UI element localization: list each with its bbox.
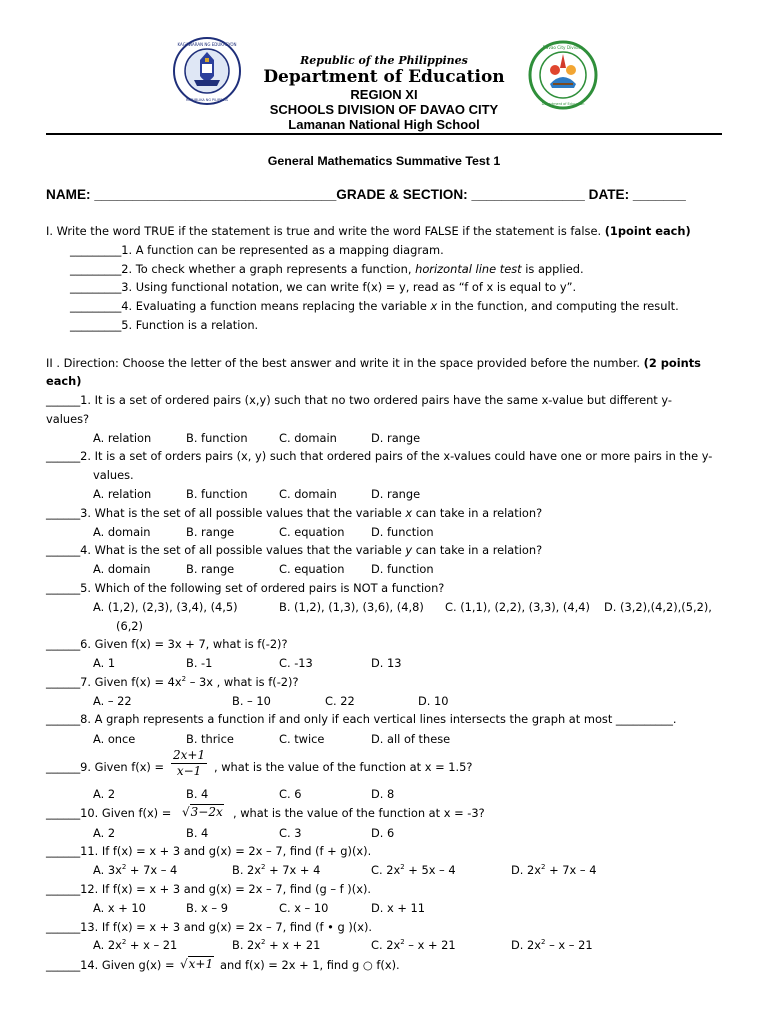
name-grade-date-line: NAME: ________________________________GRADE & SECTION: _______________ DATE: _______ bbox=[46, 187, 686, 202]
q9-pre: ______9. Given f(x) = bbox=[46, 760, 165, 774]
q10-option-b: B. 4 bbox=[186, 826, 209, 840]
q3-post: can take in a relation? bbox=[415, 506, 543, 520]
q11-option-b-base: B. 2x bbox=[232, 863, 262, 877]
tf-item-2-pre: _________2. To check whether a graph represents a function, bbox=[70, 262, 412, 276]
q7-pre: ______7. Given f(x) = 4x bbox=[46, 675, 182, 689]
q4-em: y bbox=[405, 543, 413, 557]
q8-line: ______8. A graph represents a function if and only if each vertical lines intersects the graph at most __________. bbox=[46, 712, 677, 726]
region-heading: REGION XI bbox=[350, 87, 418, 102]
part1-instruction-text: I. Write the word TRUE if the statement is true and write the word FALSE if the statement is false. bbox=[46, 224, 602, 238]
q3-em: x bbox=[405, 506, 413, 520]
q9-option-b: B. 4 bbox=[186, 787, 209, 801]
q9-post: , what is the value of the function at x = 1.5? bbox=[214, 760, 473, 774]
q11-option-d-base: D. 2x bbox=[511, 863, 542, 877]
q11-line: ______11. If f(x) = x + 3 and g(x) = 2x – 7, find (f + g)(x). bbox=[46, 844, 372, 858]
q7-option-b: B. – 10 bbox=[232, 694, 271, 708]
q10-radical: √3−2x bbox=[182, 805, 223, 819]
q3-option-c: C. equation bbox=[279, 525, 345, 539]
q11-option-b-exp: 2 bbox=[261, 863, 266, 871]
q4-option-a: A. domain bbox=[93, 562, 151, 576]
q5-line: ______5. Which of the following set of ordered pairs is NOT a function? bbox=[46, 581, 445, 595]
q6-option-c: C. -13 bbox=[279, 656, 313, 670]
part2-points-b: each) bbox=[46, 374, 82, 388]
tf-item-4-post: in the function, and computing the result. bbox=[440, 299, 679, 313]
q3-line bbox=[46, 506, 542, 520]
q7-option-d: D. 10 bbox=[418, 694, 449, 708]
q13-option-b-rest: + x + 21 bbox=[265, 938, 321, 952]
q12-option-c: C. x – 10 bbox=[279, 901, 329, 915]
q1-line-b: values? bbox=[46, 412, 90, 426]
q12-option-d: D. x + 11 bbox=[371, 901, 426, 915]
q10-option-c: C. 3 bbox=[279, 826, 302, 840]
test-title: General Mathematics Summative Test 1 bbox=[267, 154, 501, 168]
q7-option-c: C. 22 bbox=[325, 694, 355, 708]
q5-option-d-continued: (6,2) bbox=[116, 619, 144, 633]
q13-option-b bbox=[232, 938, 320, 952]
part1-instruction bbox=[46, 224, 691, 238]
q9-denominator: x−1 bbox=[176, 764, 202, 778]
q10-pre: ______10. Given f(x) = bbox=[46, 806, 172, 820]
q10-post: , what is the value of the function at x = -3? bbox=[233, 806, 485, 820]
tf-item-2-em: horizontal line test bbox=[415, 262, 522, 276]
q4-option-b: B. range bbox=[186, 562, 235, 576]
q3-option-d: D. function bbox=[371, 525, 434, 539]
q12-line: ______12. If f(x) = x + 3 and g(x) = 2x – 7, find (g – f )(x). bbox=[46, 882, 372, 896]
q11-option-b-rest: + 7x + 4 bbox=[265, 863, 321, 877]
q8-option-c: C. twice bbox=[279, 732, 325, 746]
q11-option-a-rest: + 7x – 4 bbox=[126, 863, 178, 877]
q6-option-d: D. 13 bbox=[371, 656, 402, 670]
q2-option-b: B. function bbox=[186, 487, 248, 501]
q13-option-a-base: A. 2x bbox=[93, 938, 122, 952]
q7-exponent: 2 bbox=[181, 675, 187, 683]
q1-option-b: B. function bbox=[186, 431, 248, 445]
q13-option-a-exp: 2 bbox=[121, 938, 127, 946]
q9-option-d: D. 8 bbox=[371, 787, 395, 801]
q6-option-b: B. -1 bbox=[186, 656, 213, 670]
q11-option-a-base: A. 3x bbox=[93, 863, 122, 877]
division-heading: SCHOOLS DIVISION OF DAVAO CITY bbox=[269, 102, 499, 117]
q10-option-a: A. 2 bbox=[93, 826, 116, 840]
q13-option-c-rest: – x + 21 bbox=[404, 938, 456, 952]
q11-option-a-exp: 2 bbox=[121, 863, 127, 871]
q11-option-c-exp: 2 bbox=[400, 863, 405, 871]
q9-numerator: 2x+1 bbox=[173, 748, 206, 762]
left-seal-ring-text: KAGAWARAN NG EDUKASYON bbox=[177, 42, 237, 47]
q12-option-b: B. x – 9 bbox=[186, 901, 228, 915]
q5-option-d: D. (3,2),(4,2),(5,2), bbox=[604, 600, 712, 614]
q2-option-c: C. domain bbox=[279, 487, 337, 501]
part1-points: (1point each) bbox=[604, 224, 691, 238]
q7-line bbox=[46, 675, 299, 689]
part2-instruction-text: II . Direction: Choose the letter of the best answer and write it in the space provided before the number. bbox=[46, 356, 641, 370]
q3-option-b: B. range bbox=[186, 525, 235, 539]
q14-pre: ______14. Given g(x) = bbox=[46, 958, 175, 972]
q2-option-a: A. relation bbox=[93, 487, 152, 501]
q4-pre: ______4. What is the set of all possible values that the variable bbox=[46, 543, 402, 557]
tf-item-5: _________5. Function is a relation. bbox=[70, 318, 259, 332]
q11-option-d-rest: + 7x – 4 bbox=[545, 863, 597, 877]
part2-points-a: (2 points bbox=[643, 356, 701, 370]
republic-heading: Republic of the Philippines bbox=[300, 54, 468, 67]
tf-item-3: _________3. Using functional notation, we can write f(x) = y, read as “f of x is equal to y”. bbox=[70, 280, 577, 294]
q7-option-a: A. – 22 bbox=[93, 694, 132, 708]
q11-option-d-exp: 2 bbox=[541, 863, 546, 871]
q4-option-c: C. equation bbox=[279, 562, 345, 576]
q13-option-c-base: C. 2x bbox=[371, 938, 401, 952]
q3-pre: ______3. What is the set of all possible values that the variable bbox=[46, 506, 402, 520]
q13-option-a-rest: + x – 21 bbox=[126, 938, 178, 952]
part2-instruction bbox=[46, 356, 701, 370]
q1-line-a: ______1. It is a set of ordered pairs (x,y) such that no two ordered pairs have the same x-value but different y- bbox=[46, 393, 673, 407]
q12-option-a: A. x + 10 bbox=[93, 901, 146, 915]
q13-option-d bbox=[511, 938, 593, 952]
right-seal-ring-text: Davao City Division bbox=[542, 45, 584, 50]
q5-option-c: C. (1,1), (2,2), (3,3), (4,4) bbox=[445, 600, 590, 614]
q13-option-c-exp: 2 bbox=[400, 938, 405, 946]
q1-option-a: A. relation bbox=[93, 431, 152, 445]
q1-option-d: D. range bbox=[371, 431, 421, 445]
q5-option-a: A. (1,2), (2,3), (3,4), (4,5) bbox=[93, 600, 238, 614]
right-seal-bottom-text: Department of Education bbox=[541, 102, 585, 106]
q2-line-a: ______2. It is a set of orders pairs (x, y) such that ordered pairs of the x-values could have one or more pairs in the y- bbox=[46, 449, 713, 463]
q11-option-a bbox=[93, 863, 177, 877]
q8-option-d: D. all of these bbox=[371, 732, 451, 746]
q6-line: ______6. Given f(x) = 3x + 7, what is f(-2)? bbox=[46, 637, 288, 651]
q7-post: – 3x , what is f(-2)? bbox=[186, 675, 299, 689]
q14-radicand: x+1 bbox=[188, 957, 214, 971]
q11-option-b bbox=[232, 863, 320, 877]
q4-line bbox=[46, 543, 542, 557]
tf-item-4-em: x bbox=[430, 299, 438, 313]
q11-option-c-base: C. 2x bbox=[371, 863, 401, 877]
tf-item-1: _________1. A function can be represented as a mapping diagram. bbox=[70, 243, 444, 257]
tf-item-4-pre: _________4. Evaluating a function means replacing the variable bbox=[70, 299, 427, 313]
q6-option-a: A. 1 bbox=[93, 656, 116, 670]
q4-option-d: D. function bbox=[371, 562, 434, 576]
q14-post: and f(x) = 2x + 1, find g ○ f(x). bbox=[220, 958, 400, 972]
q3-option-a: A. domain bbox=[93, 525, 151, 539]
q8-option-a: A. once bbox=[93, 732, 136, 746]
q13-option-d-base: D. 2x bbox=[511, 938, 542, 952]
q5-option-b: B. (1,2), (1,3), (3,6), (4,8) bbox=[279, 600, 424, 614]
q2-option-d: D. range bbox=[371, 487, 421, 501]
q9-option-c: C. 6 bbox=[279, 787, 302, 801]
tf-item-2 bbox=[70, 262, 584, 276]
q14-radical: √x+1 bbox=[180, 957, 214, 971]
q13-option-b-base: B. 2x bbox=[232, 938, 262, 952]
q13-option-d-exp: 2 bbox=[541, 938, 546, 946]
tf-item-4 bbox=[70, 299, 679, 313]
q10-radicand: 3−2x bbox=[190, 805, 223, 819]
q9-fraction bbox=[171, 748, 207, 779]
q13-option-d-rest: – x – 21 bbox=[545, 938, 593, 952]
left-seal-bottom-text: REPUBLIKA NG PILIPINAS bbox=[185, 98, 229, 102]
q4-post: can take in a relation? bbox=[415, 543, 543, 557]
q11-option-d bbox=[511, 863, 596, 877]
q11-option-c-rest: + 5x – 4 bbox=[404, 863, 456, 877]
school-heading: Lamanan National High School bbox=[288, 117, 480, 132]
q13-option-c bbox=[371, 938, 456, 952]
q11-option-c bbox=[371, 863, 456, 877]
q13-option-b-exp: 2 bbox=[261, 938, 266, 946]
q9-option-a: A. 2 bbox=[93, 787, 116, 801]
department-heading: Department of Education bbox=[263, 67, 505, 87]
q2-line-b: values. bbox=[93, 468, 134, 482]
q13-line: ______13. If f(x) = x + 3 and g(x) = 2x – 7, find (f • g )(x). bbox=[46, 920, 373, 934]
q10-option-d: D. 6 bbox=[371, 826, 395, 840]
tf-item-2-post: is applied. bbox=[525, 262, 584, 276]
q8-option-b: B. thrice bbox=[186, 732, 234, 746]
q1-option-c: C. domain bbox=[279, 431, 337, 445]
header-divider bbox=[46, 133, 722, 135]
q13-option-a bbox=[93, 938, 177, 952]
